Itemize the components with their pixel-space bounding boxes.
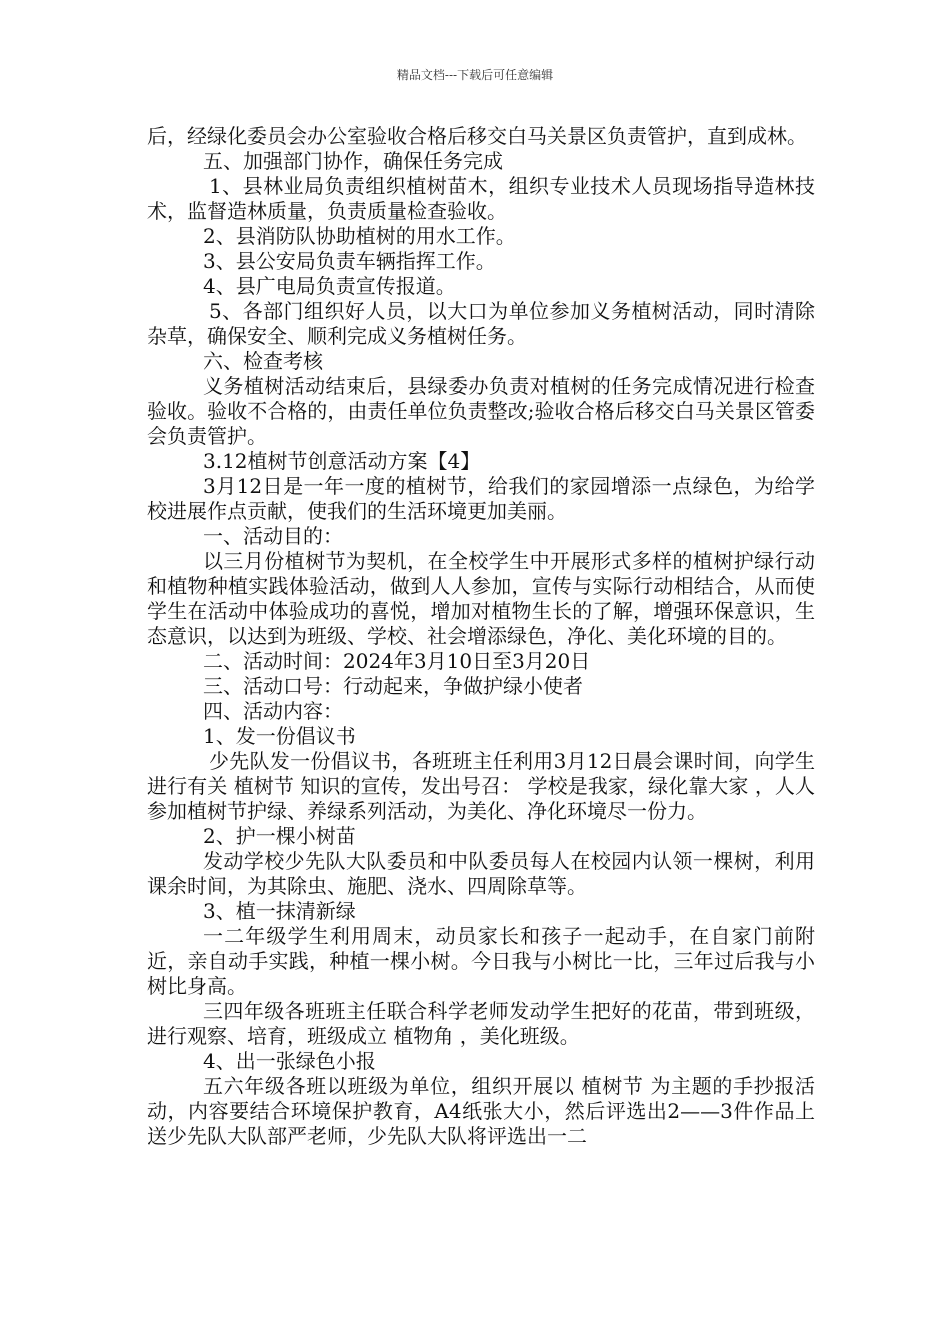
paragraph: 3、县公安局负责车辆指挥工作。 [203, 249, 496, 273]
paragraph: 后，经绿化委员会办公室验收合格后移交白马关景区负责管护，直到成林。 [147, 124, 807, 148]
document-body [147, 124, 815, 1149]
paragraph: 1、县林业局负责组织植树苗木，组织专业技术人员现场指导造林技术，监督造林质量，负责质量检查验收。 [147, 174, 815, 223]
paragraph: 发动学校少先队大队委员和中队委员每人在校园内认领一棵树，利用课余时间，为其除虫、施肥、浇水、四周除草等。 [147, 849, 815, 898]
paragraph: 2、护一棵小树苗 [203, 824, 356, 848]
paragraph: 4、县广电局负责宣传报道。 [203, 274, 456, 298]
paragraph: 二、活动时间：2024年3月10日至3月20日 [203, 649, 591, 673]
paragraph: 四、活动内容： [203, 699, 343, 723]
page-header: 精品文档---下载后可任意编辑 [396, 68, 554, 82]
paragraph: 1、发一份倡议书 [203, 724, 356, 748]
paragraph: 4、出一张绿色小报 [203, 1049, 376, 1073]
paragraph: 3.12植树节创意活动方案【4】 [203, 449, 481, 473]
paragraph: 5、各部门组织好人员，以大口为单位参加义务植树活动，同时清除杂草，确保安全、顺利完成义务植树任务。 [147, 299, 815, 348]
paragraph: 六、检查考核 [203, 349, 323, 373]
paragraph: 3月12日是一年一度的植树节，给我们的家园增添一点绿色，为给学校进展作点贡献，使我们的生活环境更加美丽。 [147, 474, 815, 523]
paragraph: 以三月份植树节为契机，在全校学生中开展形式多样的植树护绿行动和植物种植实践体验活动，做到人人参加，宣传与实际行动相结合，从而使学生在活动中体验成功的喜悦，增加对植物生长的了解，增强环保意识，生态意识，以达到为班级、学校、社会增添绿色，净化、美化环境的目的。 [147, 549, 815, 648]
paragraph: 少先队发一份倡议书，各班班主任利用3月12日晨会课时间，向学生进行有关 植树节 知识的宣传，发出号召： 学校是我家，绿化靠大家 ，人人参加植树节护绿、养绿系列活动，为美化、净化环境尽一份力。 [147, 749, 815, 823]
paragraph: 五、加强部门协作，确保任务完成 [203, 149, 503, 173]
paragraph: 三四年级各班班主任联合科学老师发动学生把好的花苗，带到班级，进行观察、培育，班级成立 植物角 ，美化班级。 [147, 999, 815, 1048]
paragraph: 五六年级各班以班级为单位，组织开展以 植树节 为主题的手抄报活动，内容要结合环境保护教育，A4纸张大小，然后评选出2——3件作品上送少先队大队部严老师，少先队大队将评选出一二 [147, 1074, 815, 1148]
paragraph: 2、县消防队协助植树的用水工作。 [203, 224, 516, 248]
paragraph: 三、活动口号：行动起来，争做护绿小使者 [203, 674, 583, 698]
paragraph: 义务植树活动结束后，县绿委办负责对植树的任务完成情况进行检查验收。验收不合格的，由责任单位负责整改;验收合格后移交白马关景区管委会负责管护。 [147, 374, 815, 448]
paragraph: 3、植一抹清新绿 [203, 899, 356, 923]
paragraph: 一、活动目的： [203, 524, 343, 548]
paragraph: 一二年级学生利用周末，动员家长和孩子一起动手，在自家门前附近，亲自动手实践，种植一棵小树。今日我与小树比一比，三年过后我与小树比身高。 [147, 924, 815, 998]
